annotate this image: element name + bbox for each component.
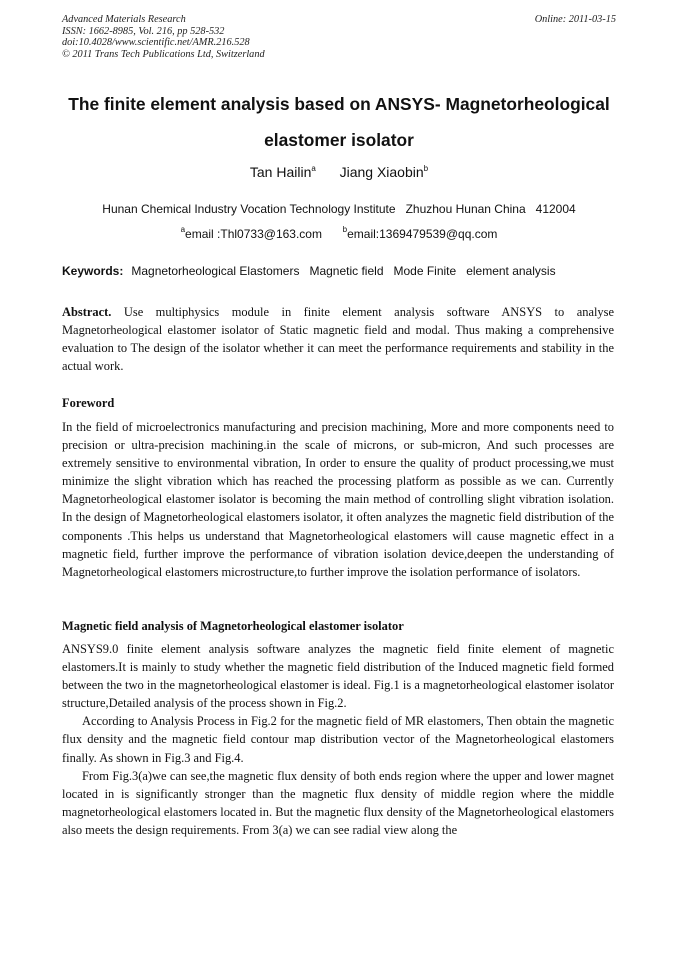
author-2: Jiang Xiaobin [339,164,424,180]
foreword-heading: Foreword [62,396,115,410]
email-a: email :Thl0733@163.com [185,227,322,241]
paper-title [40,86,638,158]
abstract-text: Use multiphysics module in finite element analysis software ANSYS to analyse Magnetorheological elastomer isolator of Static magnetic field and modal. Thus making a comprehensive evaluation to The design of the isolator whether it can meet the performance requirements and stability in the actual work. [62,305,614,374]
author-1-mark: a [311,164,316,173]
keywords-label: Keywords: [62,264,124,278]
keywords-text: Magnetorheological Elastomers Magnetic field Mode Finite element analysis [131,264,556,278]
journal-header [62,14,422,60]
author-2-mark: b [423,164,429,173]
journal-name: Advanced Materials Research [62,14,186,25]
affiliation: Hunan Chemical Industry Vocation Technology Institute Zhuzhou Hunan China 412004 [102,202,576,216]
online-date: Online: 2011-03-15 [534,14,616,25]
section-paragraph-3: From Fig.3(a)we can see,the magnetic flux density of both ends region where the upper and lower magnet located in is significantly stronger than the magnetic flux density of middle region where the middle magnetorheological elastomers located in. But the magnetic flux density of the Magnetorheological elastomers also meets the design requirements. From 3(a) we can see radial view along the [62,768,614,837]
email-b-mark: b [342,225,348,234]
email-b: email:1369479539@qq.com [347,227,498,241]
title-line-1: The finite element analysis based on ANSYS- Magnetorheological [68,94,610,114]
issn-line: ISSN: 1662-8985, Vol. 216, pp 528-532 [62,25,225,37]
email-list [0,227,678,241]
section-heading: Magnetic field analysis of Magnetorheological elastomer isolator [62,619,404,633]
section-body [62,640,614,839]
foreword-body [62,418,614,581]
title-line-2: elastomer isolator [264,130,414,150]
section-paragraph-2: According to Analysis Process in Fig.2 for the magnetic field of MR elastomers, Then obtain the magnetic flux density and the magnetic field contour map distribution vector of the Magnetorheological elastomers finally. As shown in Fig.3 and Fig.4. [62,714,614,765]
doi-line: doi:10.4028/www.scientific.net/AMR.216.528 [62,37,250,49]
abstract-label: Abstract. [62,305,112,319]
section-paragraph-1: ANSYS9.0 finite element analysis software analyzes the magnetic field finite element of magnetic elastomers.It is mainly to study whether the magnetic field distribution of the Induced magnetic field formed between the two in the magnetorheological elastomer is ideal. Fig.1 is a magnetorheological elastomer isolator structure,Detailed analysis of the process shown in Fig.2. [62,642,614,711]
abstract [62,303,614,375]
copyright-line: © 2011 Trans Tech Publications Ltd, Switzerland [62,48,265,60]
keywords [62,264,616,278]
author-1: Tan Hailin [249,164,312,180]
foreword-paragraph: In the field of microelectronics manufacturing and precision machining, More and more components need to precision or ultra-precision machining.in the scale of microns, or sub-micron, And such processes are extremely sensitive to environmental vibration, In order to ensure the quality of product processing,we must minimize the slight vibration which has reached the processing platform as possible as we can. Currently Magnetorheological elastomer isolator is becoming the main method of controlling slight vibration isolation. In the design of Magnetorheological elastomers isolator, it often analyzes the magnetic field distribution of the components .This helps us understand that Magnetorheological elastomers will cause magnetic effect in a magnetic field, further improve the performance of vibration isolation device,deepen the understanding of Magnetorheological elastomers microstructure,to further improve the isolation performance of isolators. [62,420,614,579]
email-a-mark: a [180,225,186,234]
author-list [0,164,678,180]
